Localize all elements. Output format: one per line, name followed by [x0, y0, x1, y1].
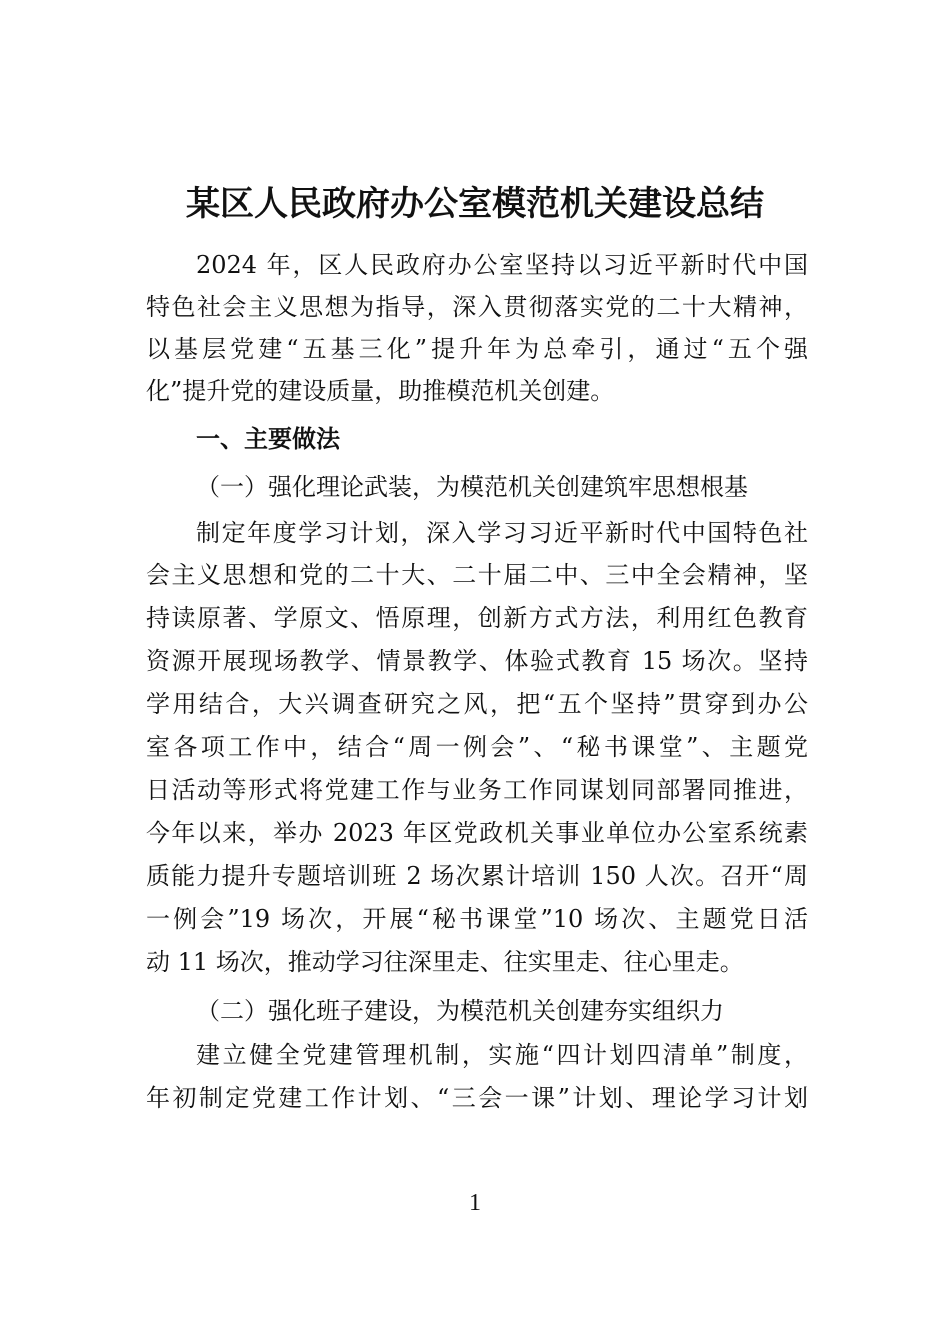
paragraph-line: 会主义思想和党的二十大、二十届二中、三中全会精神，坚 [146, 561, 808, 589]
paragraph-line: 制定年度学习计划，深入学习习近平新时代中国特色社 [196, 519, 808, 547]
paragraph-line: 资源开展现场教学、情景教学、体验式教育 15 场次。坚持 [146, 647, 808, 675]
paragraph-line: 学用结合，大兴调查研究之风，把“五个坚持”贯穿到办公 [146, 690, 808, 718]
intro-line: 以基层党建“五基三化”提升年为总牵引，通过“五个强 [146, 335, 808, 363]
intro-line: 2024 年，区人民政府办公室坚持以习近平新时代中国 [196, 251, 808, 279]
paragraph-line: 一例会”19 场次，开展“秘书课堂”10 场次、主题党日活 [146, 905, 808, 933]
paragraph-line: 动 11 场次，推动学习往深里走、往实里走、往心里走。 [146, 948, 744, 976]
intro-line: 化”提升党的建设质量，助推模范机关创建。 [146, 377, 615, 405]
subsection-heading: （二）强化班子建设，为模范机关创建夯实组织力 [196, 997, 724, 1025]
paragraph-line: 质能力提升专题培训班 2 场次累计培训 150 人次。召开“周 [146, 862, 808, 890]
paragraph-line: 建立健全党建管理机制，实施“四计划四清单”制度， [196, 1041, 808, 1069]
page-number: 1 [469, 1190, 481, 1216]
paragraph-line: 年初制定党建工作计划、“三会一课”计划、理论学习计划 [146, 1084, 808, 1112]
subsection-heading: （一）强化理论武装，为模范机关创建筑牢思想根基 [196, 473, 748, 501]
section-heading: 一、主要做法 [196, 425, 340, 453]
paragraph-line: 室各项工作中，结合“周一例会”、“秘书课堂”、主题党 [146, 733, 808, 761]
paragraph-line: 今年以来，举办 2023 年区党政机关事业单位办公室系统素 [146, 819, 808, 847]
document-title: 某区人民政府办公室模范机关建设总结 [186, 184, 764, 224]
intro-line: 特色社会主义思想为指导，深入贯彻落实党的二十大精神， [146, 293, 808, 321]
paragraph-line: 日活动等形式将党建工作与业务工作同谋划同部署同推进， [146, 776, 808, 804]
paragraph-line: 持读原著、学原文、悟原理，创新方式方法，利用红色教育 [146, 604, 808, 632]
